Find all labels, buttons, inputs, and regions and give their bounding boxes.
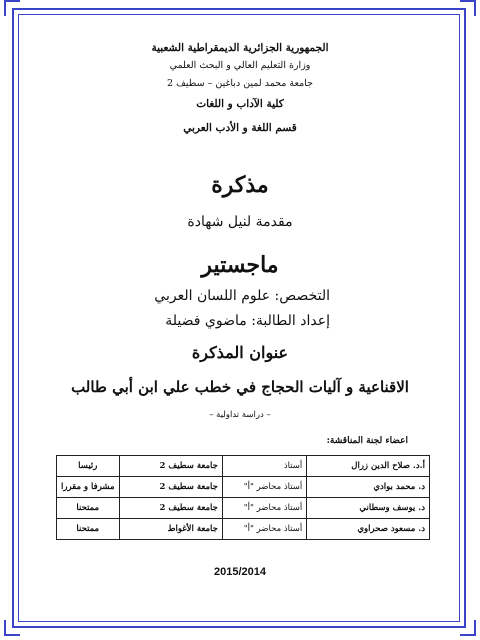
thesis-title: الاقناعية و آليات الحجاج في خطب علي ابن أبي طالب (71, 378, 409, 396)
committee-heading: اعضاء لجنة المناقشة: (326, 436, 408, 446)
member-name: د. يوسف وسطاني (307, 498, 430, 519)
table-row (57, 498, 430, 519)
specialty-line: التخصص: علوم اللسان العربي (154, 288, 330, 304)
thesis-heading: عنوان المذكرة (191, 343, 289, 362)
member-name: د. مسعود صحراوي (307, 519, 430, 540)
member-university: جامعة سطيف 2 (119, 477, 222, 498)
document-type: مذكرة (211, 172, 269, 198)
republic-name: الجمهورية الجزائرية الديمقراطية الشعبية (151, 42, 329, 54)
member-university: جامعة سطيف 2 (119, 498, 222, 519)
university-name: جامعة محمد لمين دباغين – سطيف 2 (167, 78, 313, 89)
member-rank: أستاذ محاضر "أ" (222, 477, 306, 498)
corner-ornament (460, 0, 476, 16)
member-rank: أستاذ محاضر "أ" (222, 519, 306, 540)
academic-year: 2015/2014 (214, 566, 266, 578)
faculty-name: كلية الآداب و اللغات (196, 98, 284, 110)
document-purpose: مقدمة لنيل شهادة (187, 214, 293, 230)
degree-title: ماجستير (201, 252, 279, 278)
member-role: ممتحنا (57, 519, 120, 540)
department-name: قسم اللغة و الأدب العربي (183, 122, 297, 134)
member-role: ممتحنا (57, 498, 120, 519)
table-row (57, 456, 430, 477)
thesis-subtitle: – دراسة تداولية – (209, 410, 271, 420)
student-line: إعداد الطالبة: ماضوي فضيلة (165, 313, 330, 329)
member-university: جامعة سطيف 2 (119, 456, 222, 477)
corner-ornament (460, 620, 476, 636)
member-rank: أستاذ (222, 456, 306, 477)
table-row (57, 519, 430, 540)
member-rank: أستاذ محاضر "أ" (222, 498, 306, 519)
corner-ornament (4, 620, 20, 636)
member-role: مشرفا و مقررا (57, 477, 120, 498)
ministry-name: وزارة التعليم العالي و البحث العلمي (169, 60, 311, 71)
member-name: أ.د. صلاح الدين زرال (307, 456, 430, 477)
member-role: رئيسا (57, 456, 120, 477)
corner-ornament (4, 0, 20, 16)
table-row (57, 477, 430, 498)
member-university: جامعة الأغواط (119, 519, 222, 540)
committee-table (56, 455, 430, 540)
member-name: د. محمد بوادي (307, 477, 430, 498)
